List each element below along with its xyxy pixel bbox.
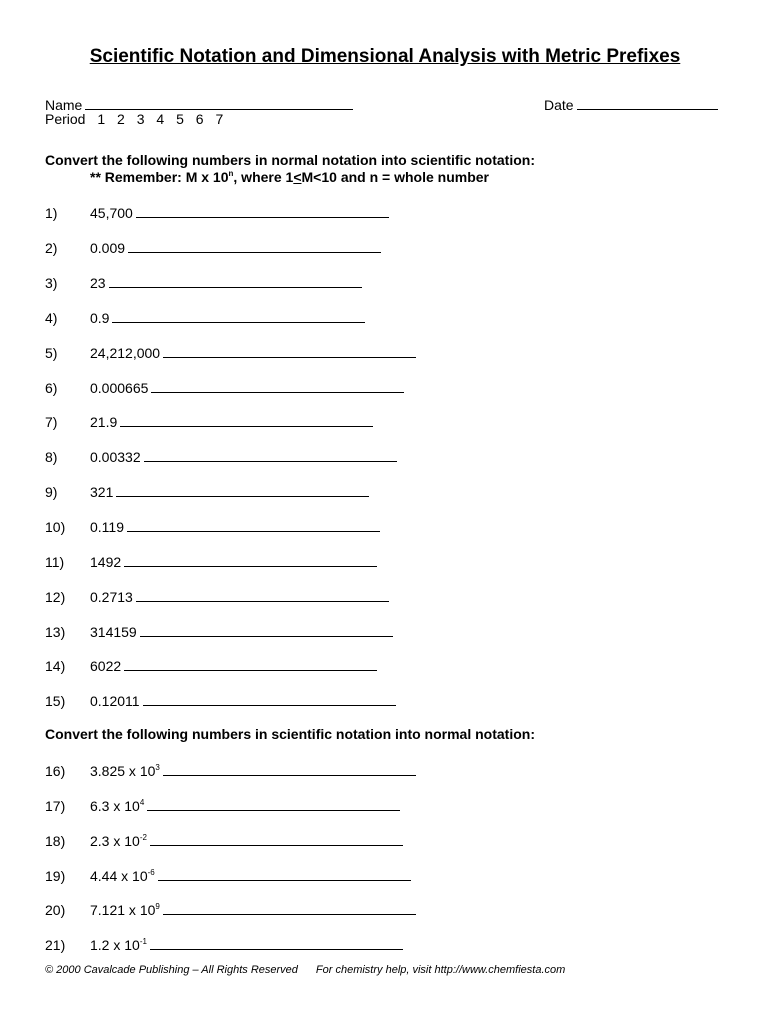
answer-blank[interactable] [143,691,396,706]
question-base: 3.825 x 10 [90,763,156,779]
reminder-note [90,169,489,185]
question-item [45,656,377,674]
period-option[interactable]: 1 [97,111,106,127]
question-number: 9) [45,484,58,500]
question-number: 3) [45,275,58,291]
question-item [45,866,411,884]
question-item [45,761,416,779]
question-item [45,412,373,430]
date-field[interactable] [544,95,718,113]
period-option[interactable]: 2 [117,111,125,127]
question-value: 1492 [90,554,122,570]
question-value: 0.2713 [90,589,133,605]
answer-blank[interactable] [124,552,377,567]
question-value: 321 [90,484,114,500]
question-item [45,447,397,465]
period-selector [45,111,223,127]
question-base: 4.44 x 10 [90,868,148,884]
question-value: 45,700 [90,205,133,221]
question-value: 24,212,000 [90,345,161,361]
question-value: 23 [90,275,106,291]
page-footer [45,964,565,976]
question-value: 0.12011 [90,693,140,709]
answer-blank[interactable] [120,412,373,427]
question-number: 6) [45,380,58,396]
question-item [45,238,381,256]
question-item [45,203,389,221]
answer-blank[interactable] [112,308,365,323]
question-item [45,308,365,326]
page-title: Scientific Notation and Dimensional Analysis with Metric Prefixes [89,46,681,67]
answer-blank[interactable] [109,273,362,288]
date-blank[interactable] [577,95,718,110]
period-option[interactable]: 7 [215,111,224,127]
question-item [45,622,393,640]
question-exponent: -2 [139,833,147,842]
answer-blank[interactable] [136,587,389,602]
question-number: 10) [45,519,66,535]
date-label: Date [544,97,574,113]
answer-blank[interactable] [127,517,380,532]
question-value: 0.000665 [90,380,149,396]
period-option[interactable]: 6 [195,111,204,127]
question-item [45,378,404,396]
question-exponent: -1 [139,937,147,946]
name-blank[interactable] [85,95,353,110]
question-number: 15) [45,693,66,709]
answer-blank[interactable] [116,482,369,497]
answer-blank[interactable] [128,238,381,253]
question-base: 2.3 x 10 [90,833,140,849]
period-option[interactable]: 3 [136,111,145,127]
name-label: Name [45,97,83,113]
help-link[interactable]: For chemistry help, visit http://www.chemfiesta.com [315,964,566,976]
reminder-le: < [293,169,302,185]
section2-instruction: Convert the following numbers in scientific notation into normal notation: [45,726,535,742]
question-value: 314159 [90,624,137,640]
answer-blank[interactable] [136,203,389,218]
answer-blank[interactable] [158,866,411,881]
answer-blank[interactable] [150,831,403,846]
question-item [45,831,403,849]
answer-blank[interactable] [150,935,403,950]
question-number: 12) [45,589,66,605]
question-exponent: -6 [147,868,155,877]
reminder-prefix: ** Remember: M x 10 [90,169,229,185]
question-value: 0.9 [90,310,110,326]
period-option[interactable]: 5 [176,111,184,127]
answer-blank[interactable] [124,656,377,671]
question-exponent: 4 [139,798,145,807]
answer-blank[interactable] [163,761,416,776]
answer-blank[interactable] [147,796,400,811]
question-number: 1) [45,205,58,221]
question-item [45,273,362,291]
question-item [45,900,416,918]
question-number: 8) [45,449,58,465]
question-item [45,482,369,500]
question-base: 1.2 x 10 [90,937,140,953]
answer-blank[interactable] [151,378,404,393]
question-exponent: 3 [155,763,160,772]
question-value: 21.9 [90,414,118,430]
question-number: 5) [45,345,58,361]
answer-blank[interactable] [144,447,397,462]
question-number: 7) [45,414,58,430]
section1-instruction: Convert the following numbers in normal notation into scientific notation: [45,152,535,168]
question-value: 0.009 [90,240,126,256]
question-number: 19) [45,868,66,884]
question-number: 17) [45,798,66,814]
question-item [45,343,416,361]
reminder-exponent: n [228,169,234,178]
reminder-mid: , where 1 [233,169,294,185]
question-value: 6022 [90,658,122,674]
copyright-text: © 2000 Cavalcade Publishing – All Rights Reserved [45,964,298,976]
question-number: 16) [45,763,66,779]
answer-blank[interactable] [163,343,416,358]
question-item [45,935,403,953]
question-value: 0.00332 [90,449,141,465]
answer-blank[interactable] [140,622,393,637]
question-base: 6.3 x 10 [90,798,140,814]
question-number: 4) [45,310,58,326]
question-number: 20) [45,902,66,918]
question-base: 7.121 x 10 [90,902,156,918]
question-number: 13) [45,624,66,640]
question-number: 18) [45,833,66,849]
question-exponent: 9 [155,902,160,911]
question-item [45,691,396,709]
question-number: 11) [45,554,65,570]
question-number: 14) [45,658,66,674]
question-number: 21) [45,937,66,953]
reminder-suffix: M<10 and n = whole number [301,169,489,185]
question-number: 2) [45,240,58,256]
answer-blank[interactable] [163,900,416,915]
question-item [45,517,380,535]
period-label: Period [45,111,86,127]
question-value: 0.119 [90,519,124,535]
question-item [45,587,389,605]
question-item [45,552,377,570]
period-option[interactable]: 4 [156,111,165,127]
question-item [45,796,400,814]
